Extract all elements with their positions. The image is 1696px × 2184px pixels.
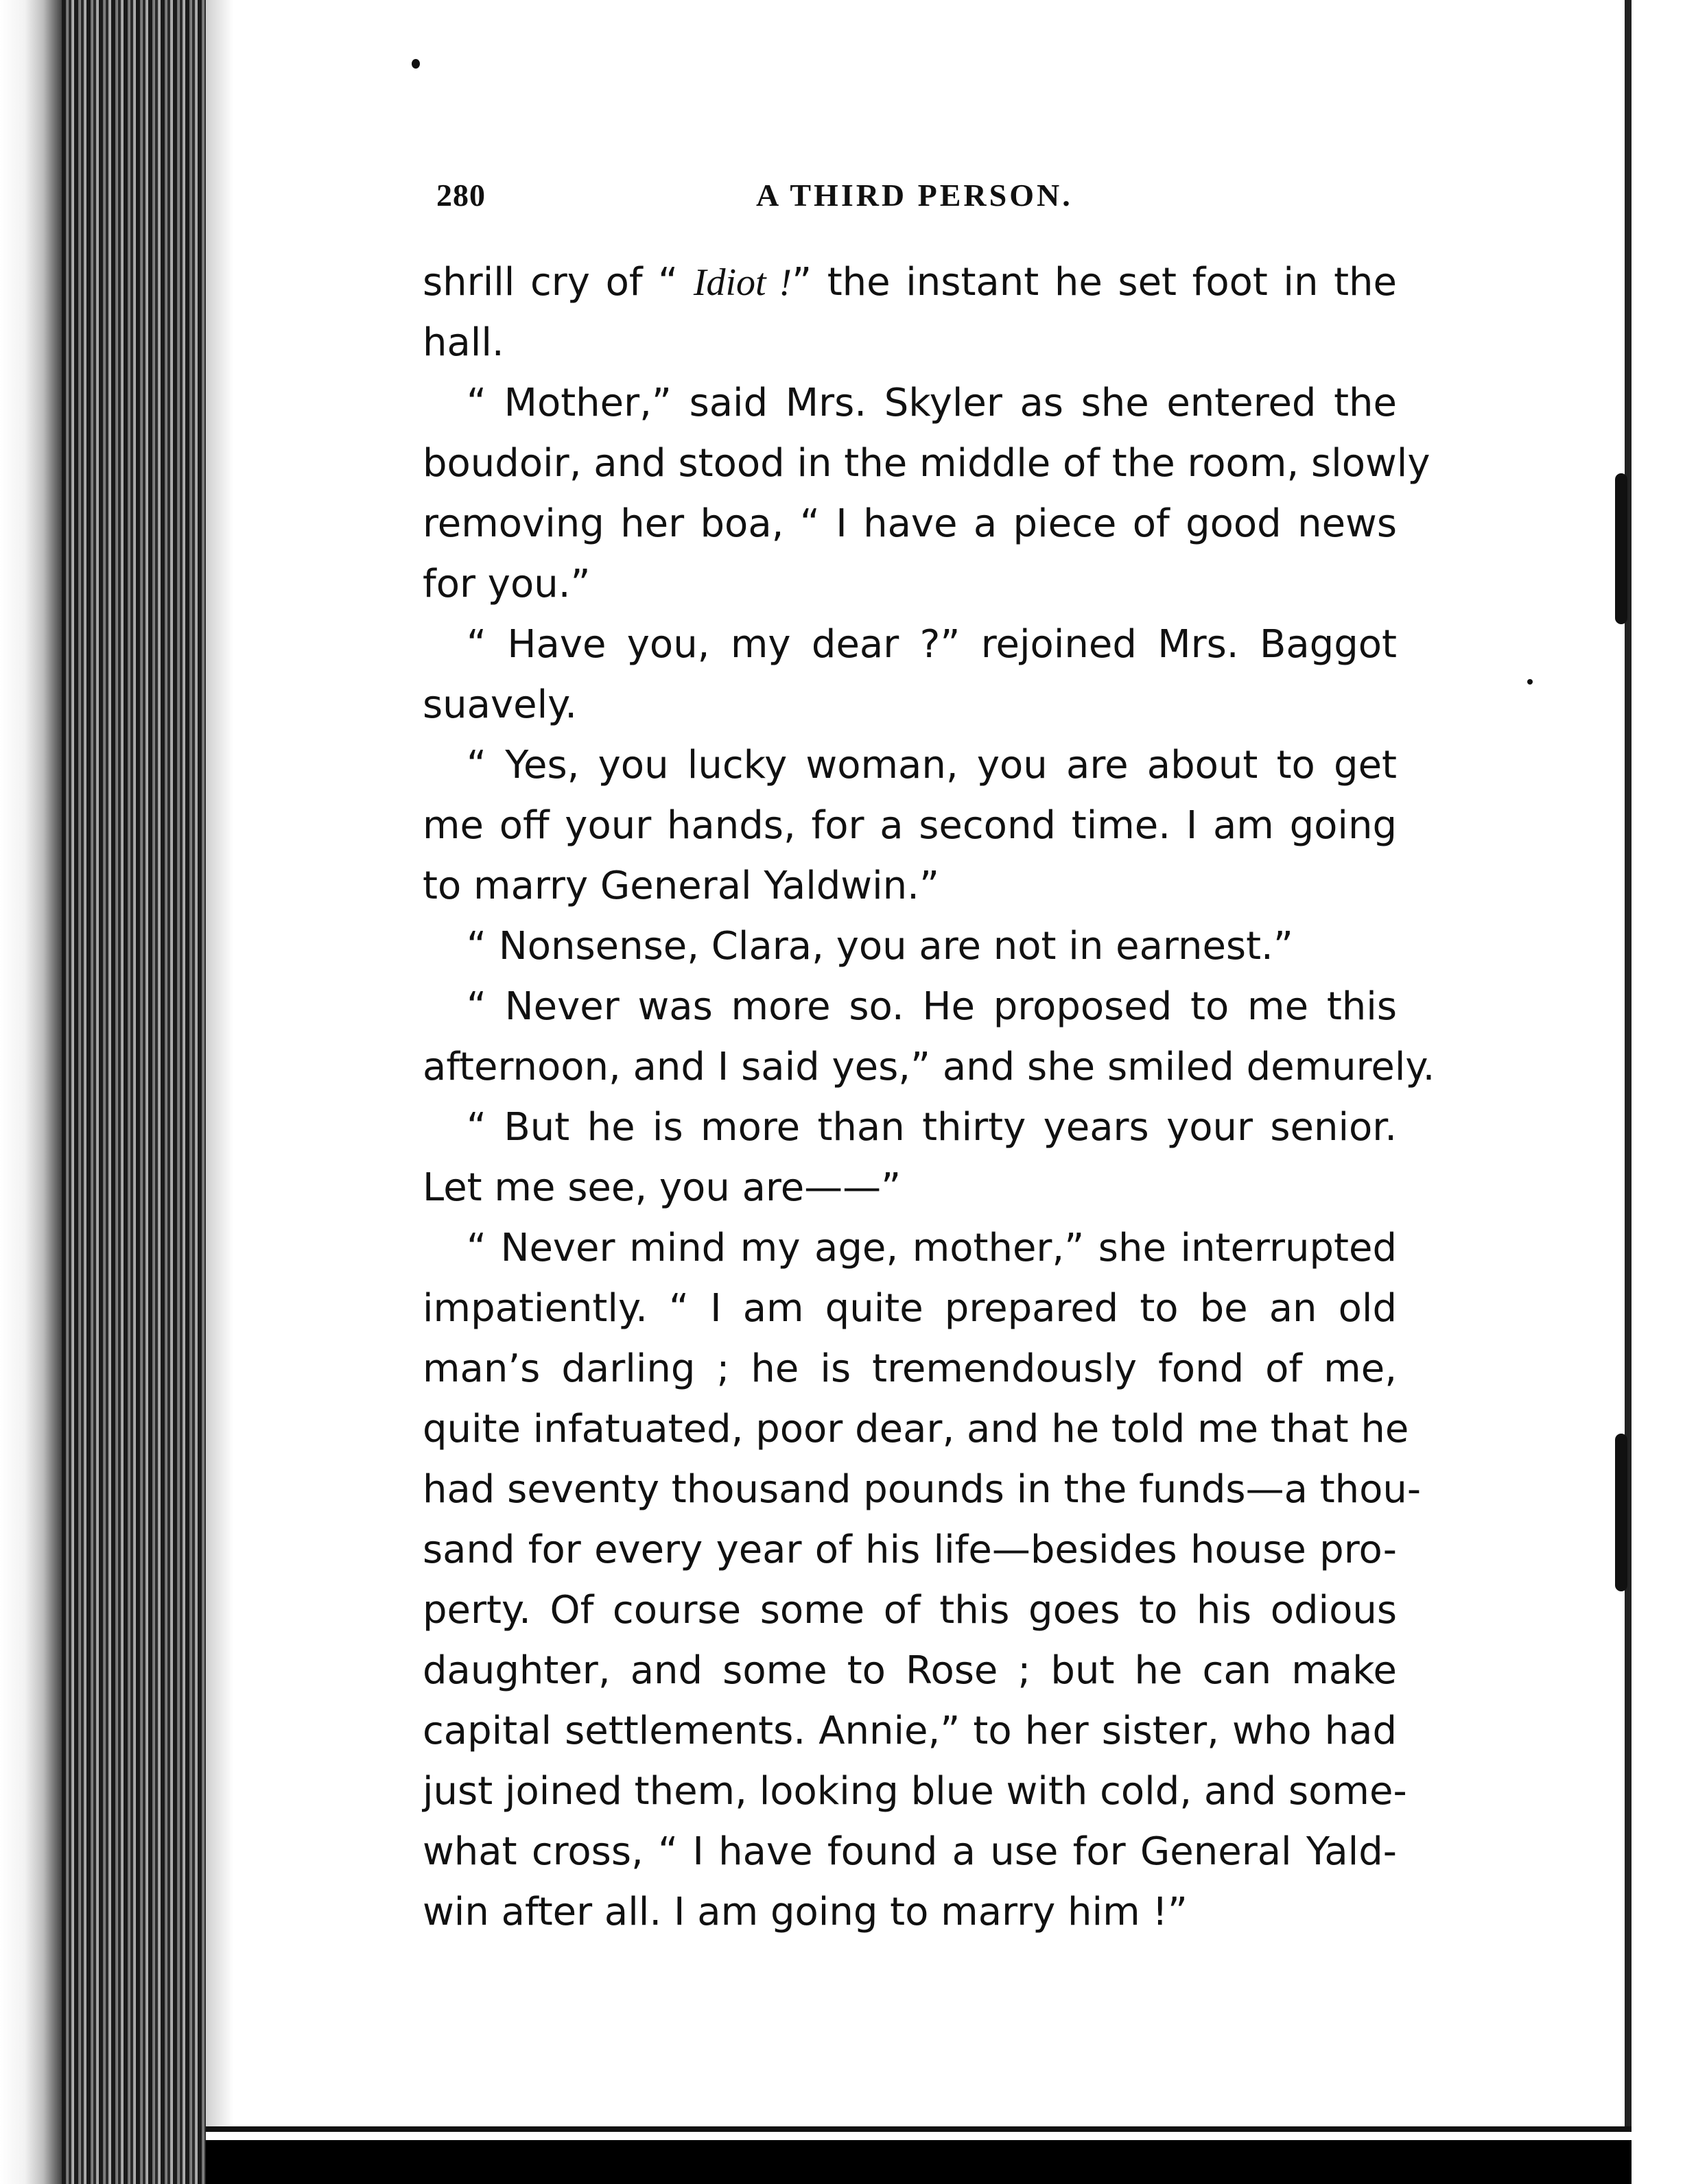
speck [1527,679,1533,685]
speck [412,59,420,69]
bottom-page-edge [206,2126,1632,2184]
book-page-edges [0,0,206,2184]
text-line: for you.” [423,562,591,606]
text-line: had seventy thousand pounds in the funds—a thou- [423,1467,1422,1512]
gutter-shadow [206,0,233,2184]
text-line: “ Have you, my dear ?” rejoined Mrs. Baggot [467,622,1397,667]
page-number: 280 [436,178,486,213]
scan-clip-mark-top [1615,473,1627,624]
text-line: shrill cry of “ Idiot !” the instant he set foot in the [423,260,1398,305]
text-line: “ Never mind my age, mother,” she interrupted [467,1226,1397,1270]
running-title: A THIRD PERSON. [756,178,1073,213]
text-line: suavely. [423,682,578,727]
text-line: “ Mother,” said Mrs. Skyler as she entered the [467,381,1397,425]
text-line: “ Nonsense, Clara, you are not in earnest.” [467,924,1293,969]
text-line: daughter, and some to Rose ; but he can make [423,1648,1397,1693]
text-line: man’s darling ; he is tremendously fond of me, [423,1346,1397,1391]
text-line: perty. Of course some of this goes to his odious [423,1588,1397,1633]
text-line: win after all. I am going to marry him !” [423,1890,1188,1934]
text-line: me off your hands, for a second time. I am going [423,803,1397,848]
text-line: capital settlements. Annie,” to her sister, who had [423,1709,1397,1753]
right-margin [1632,0,1696,2184]
text-line: removing her boa, “ I have a piece of good news [423,501,1397,546]
text-line: boudoir, and stood in the middle of the room, slowly [423,441,1430,486]
text-line: to marry General Yaldwin.” [423,864,939,908]
text-line: Let me see, you are——” [423,1165,902,1210]
text-line: just joined them, looking blue with cold, and some- [423,1769,1407,1814]
text-line: “ Never was more so. He proposed to me this [467,984,1397,1029]
running-head [436,177,1369,225]
italic-word: Idiot ! [693,261,792,304]
text-line: impatiently. “ I am quite prepared to be an old [423,1286,1397,1331]
text-line: afternoon, and I said yes,” and she smiled demurely. [423,1045,1435,1089]
right-page-edge [1625,0,1632,2126]
body-text [423,252,1435,1943]
scan-clip-mark-bottom [1615,1434,1627,1591]
text-line: sand for every year of his life—besides house pro- [423,1528,1397,1572]
text-line: “ But he is more than thirty years your senior. [467,1105,1397,1150]
text-line: quite infatuated, poor dear, and he told me that he [423,1407,1409,1451]
text-line: what cross, “ I have found a use for General Yald- [423,1829,1397,1874]
text-line: “ Yes, you lucky woman, you are about to get [467,743,1397,787]
text-line: hall. [423,320,504,365]
